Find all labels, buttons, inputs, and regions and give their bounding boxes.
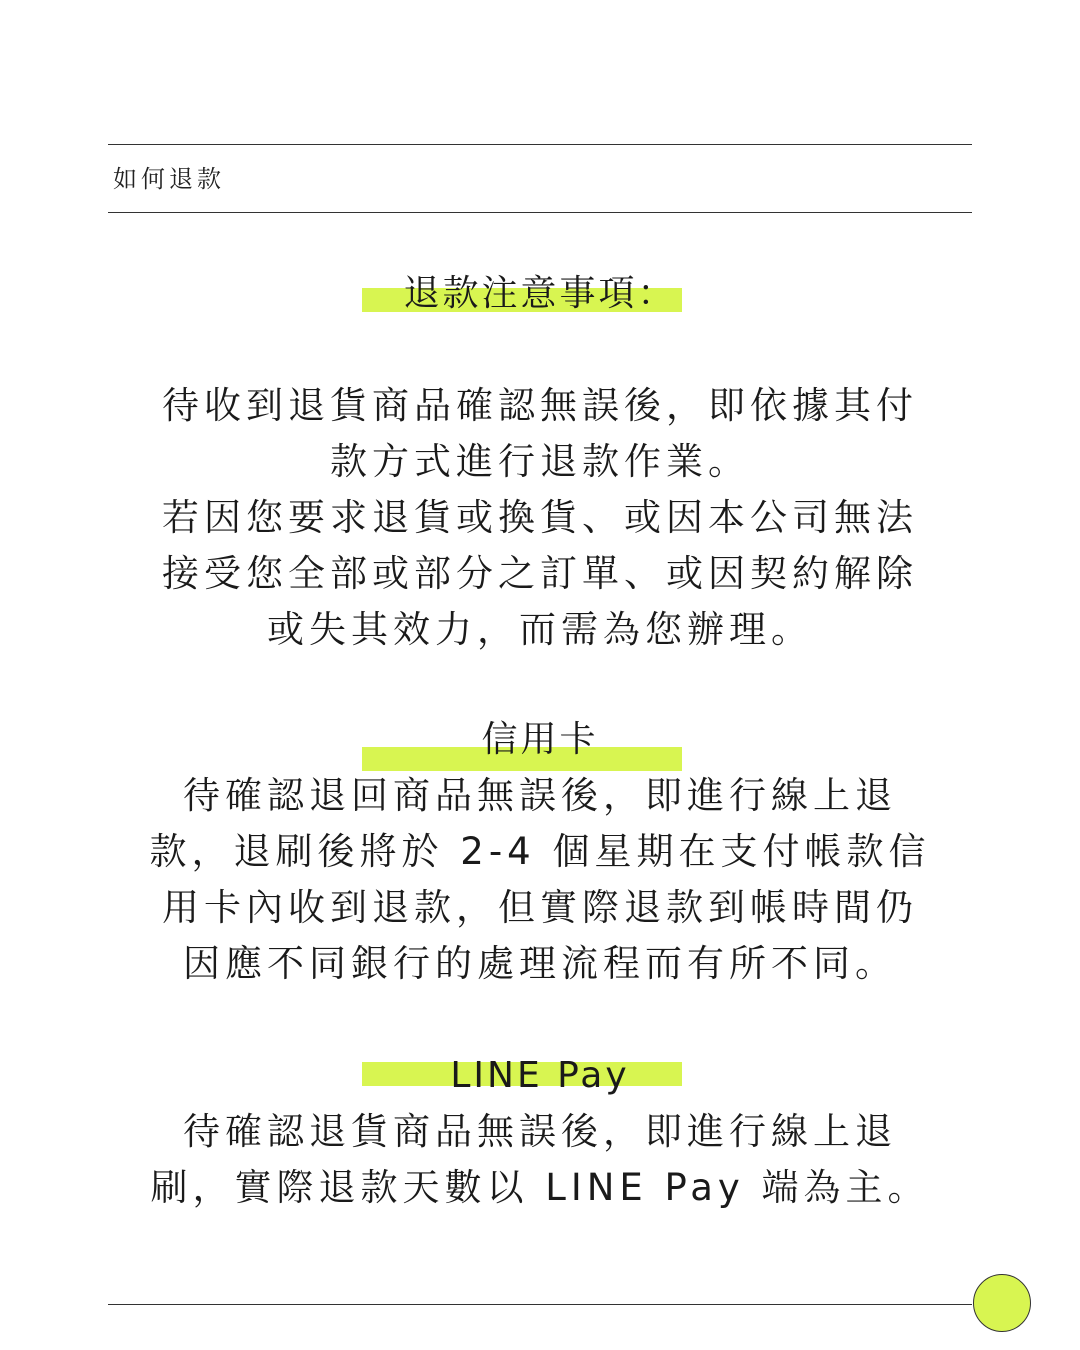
credit-card-line: 款，退刷後將於 2-4 個星期在支付帳款信 bbox=[149, 830, 931, 873]
notice-line: 若因您要求退貨或換貨、或因本公司無法 bbox=[162, 496, 918, 539]
decorative-circle-icon bbox=[973, 1274, 1031, 1332]
credit-card-line: 待確認退回商品無誤後，即進行線上退 bbox=[183, 774, 897, 817]
line-pay-line: 刷，實際退款天數以 LINE Pay 端為主。 bbox=[150, 1166, 930, 1209]
notice-line: 待收到退貨商品確認無誤後，即依據其付 bbox=[162, 384, 918, 427]
bottom-rule bbox=[108, 1304, 972, 1305]
section-label: 如何退款 bbox=[113, 165, 225, 193]
line-pay-paragraph bbox=[110, 1104, 970, 1216]
line-pay-line: 待確認退貨商品無誤後，即進行線上退 bbox=[183, 1110, 897, 1153]
credit-card-line: 因應不同銀行的處理流程而有所不同。 bbox=[183, 942, 897, 985]
notice-line: 接受您全部或部分之訂單、或因契約解除 bbox=[162, 552, 918, 595]
notice-heading: 退款注意事項： bbox=[403, 273, 677, 314]
credit-card-line: 用卡內收到退款，但實際退款到帳時間仍 bbox=[162, 886, 918, 929]
notice-line: 款方式進行退款作業。 bbox=[330, 440, 750, 483]
notice-paragraph bbox=[110, 378, 970, 658]
credit-card-heading: 信用卡 bbox=[481, 719, 599, 760]
credit-card-paragraph bbox=[110, 768, 970, 992]
header-bottom-rule bbox=[108, 212, 972, 213]
line-pay-heading: LINE Pay bbox=[450, 1055, 630, 1096]
notice-line: 或失其效力，而需為您辦理。 bbox=[267, 608, 813, 651]
top-rule bbox=[108, 144, 972, 145]
